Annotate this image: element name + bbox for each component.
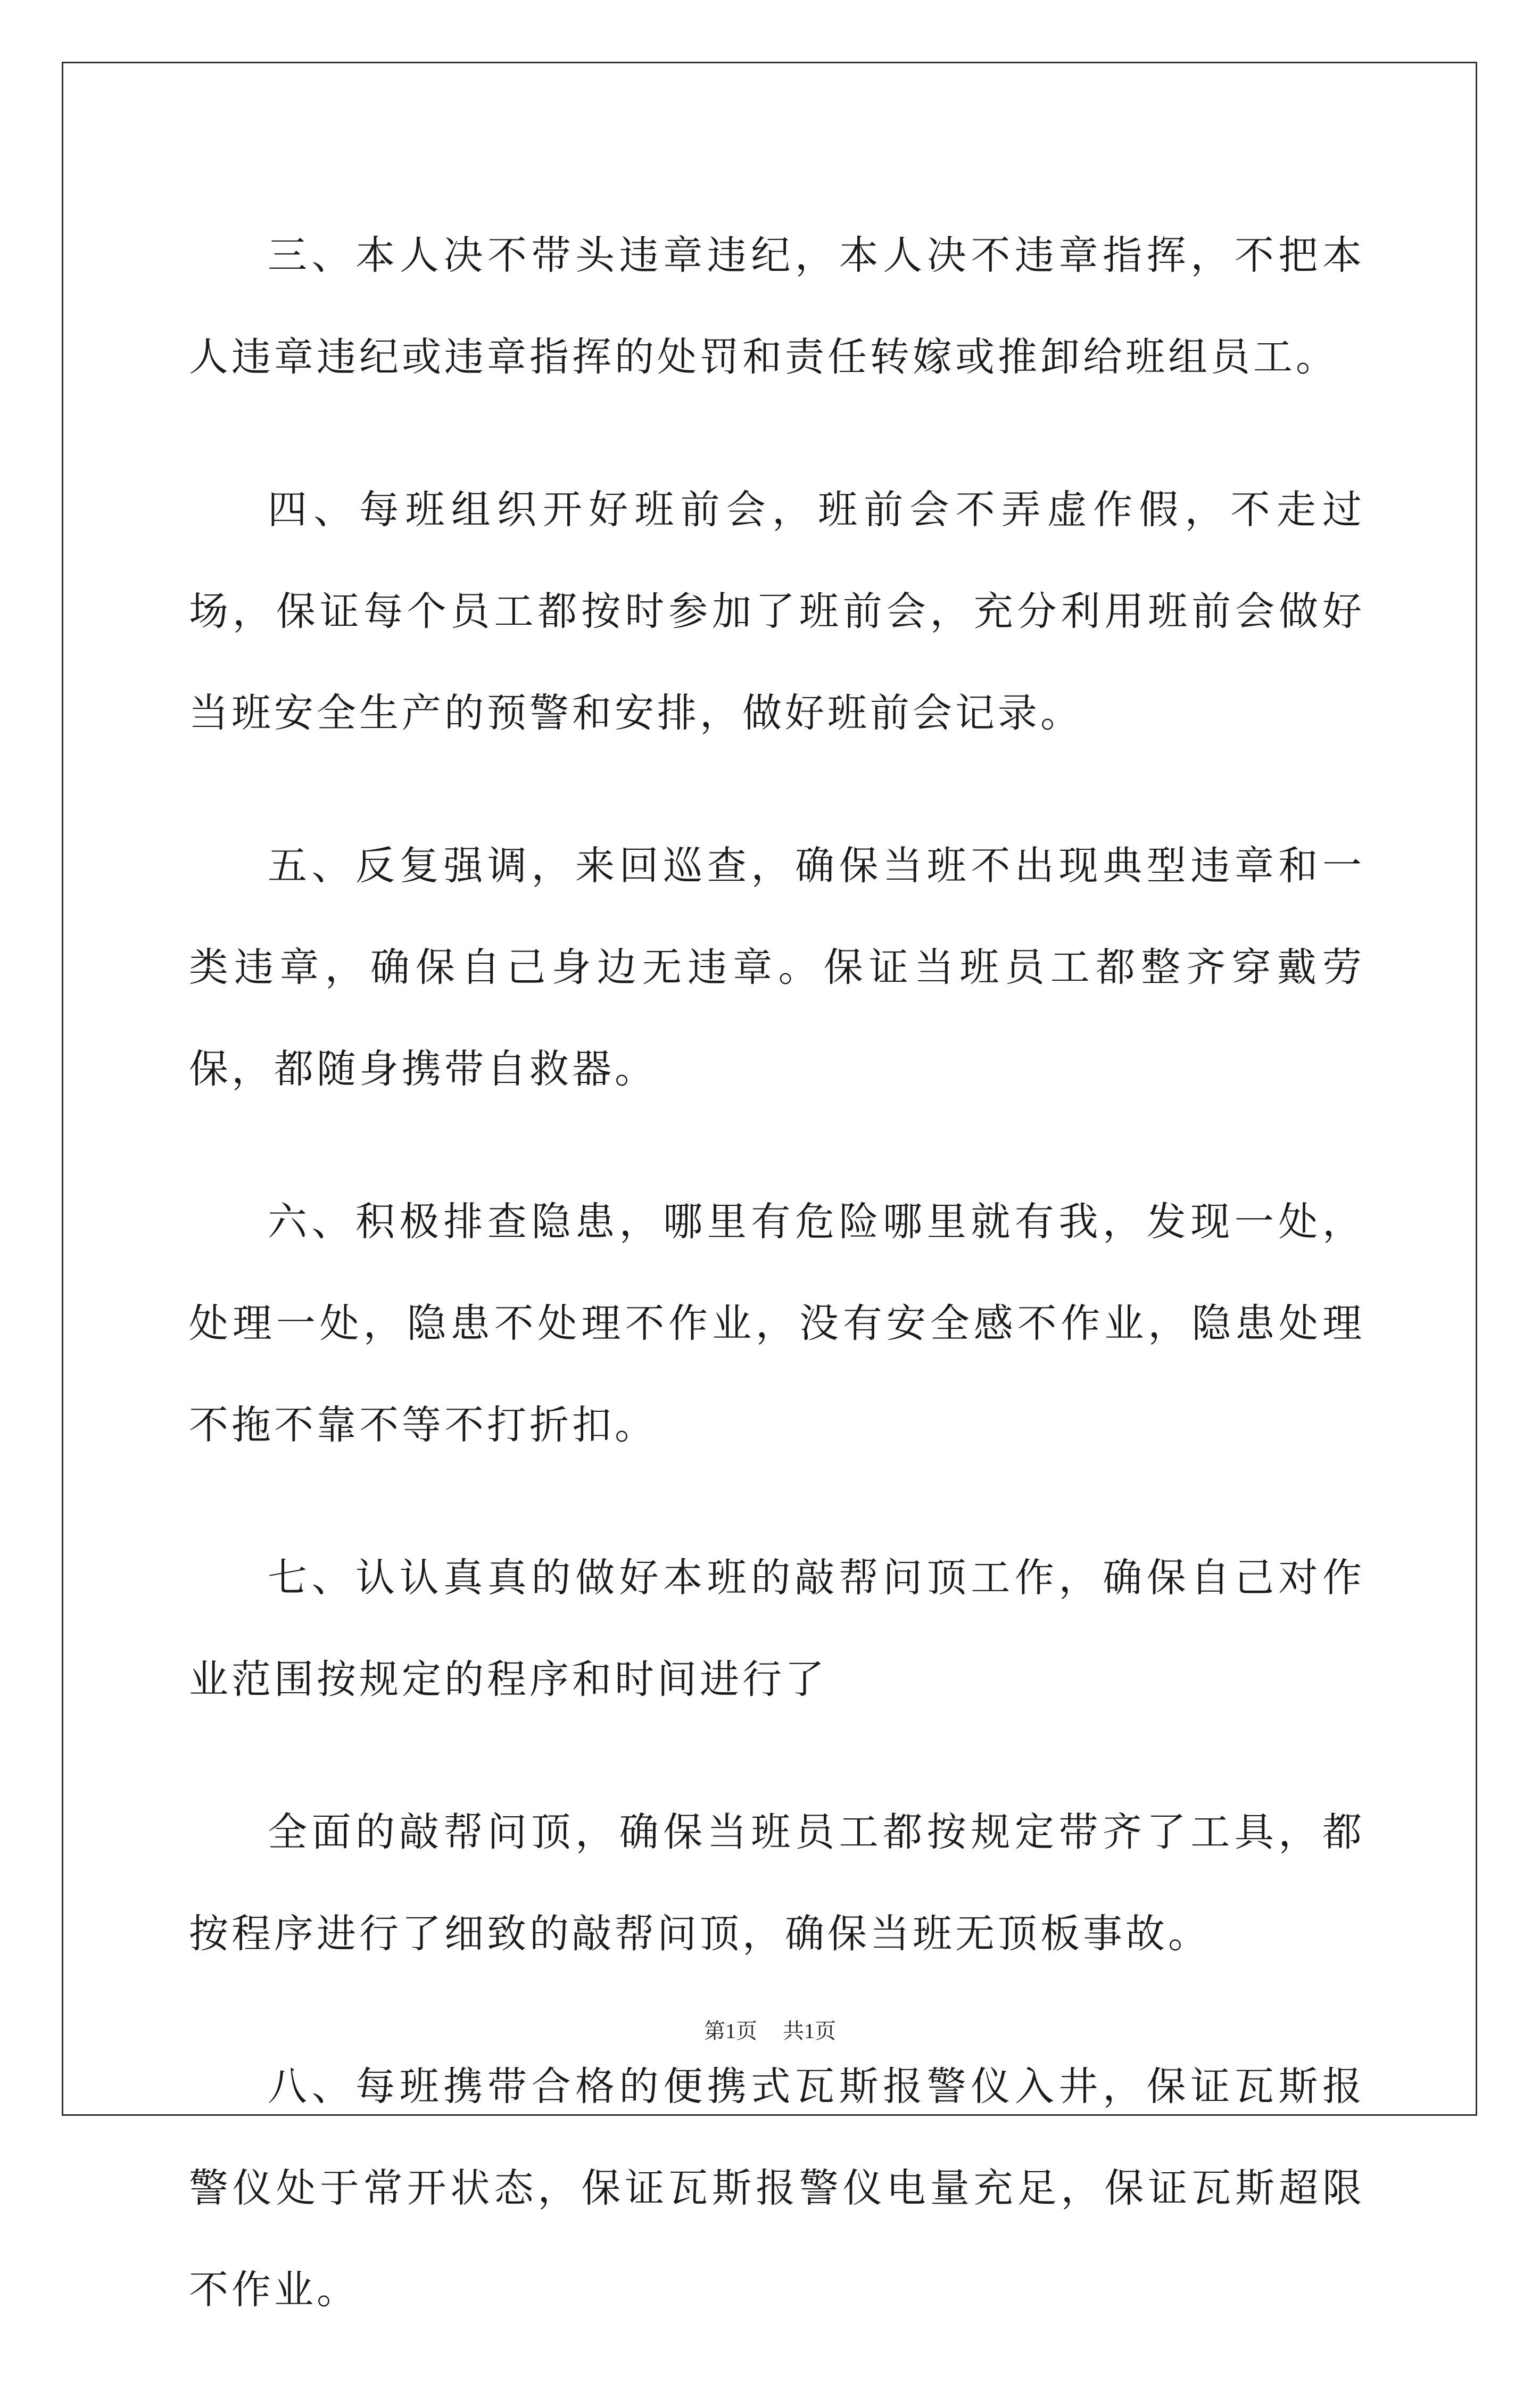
paragraph-8: 八、每班携带合格的便携式瓦斯报警仪入井，保证瓦斯报警仪处于常开状态，保证瓦斯报警仪电量充足，保证瓦斯超限不作业。 (189, 2064, 1365, 2313)
document-body (189, 205, 1365, 2392)
paragraph-6: 六、积极排查隐患，哪里有危险哪里就有我，发现一处，处理一处，隐患不处理不作业，没有安全感不作业，隐患处理不拖不靠不等不打折扣。 (189, 1199, 1365, 1448)
paragraph-7: 七、认认真真的做好本班的敲帮问顶工作，确保自己对作业范围按规定的程序和时间进行了 (189, 1555, 1365, 1702)
page-footer (0, 2014, 1540, 2045)
paragraph-3: 三、本人决不带头违章违纪，本人决不违章指挥，不把本人违章违纪或违章指挥的处罚和责任转嫁或推卸给班组员工。 (189, 233, 1365, 380)
paragraph-5: 五、反复强调，来回巡查，确保当班不出现典型违章和一类违章，确保自己身边无违章。保证当班员工都整齐穿戴劳保，都随身携带自救器。 (189, 843, 1365, 1092)
paragraph-4: 四、每班组织开好班前会，班前会不弄虚作假，不走过场，保证每个员工都按时参加了班前会，充分利用班前会做好当班安全生产的预警和安排，做好班前会记录。 (189, 487, 1365, 736)
paragraph-7-continued: 全面的敲帮问顶，确保当班员工都按规定带齐了工具，都按程序进行了细致的敲帮问顶，确保当班无顶板事故。 (189, 1809, 1365, 1957)
page-number: 第1页 (704, 2019, 757, 2043)
page-total: 共1页 (783, 2019, 836, 2043)
